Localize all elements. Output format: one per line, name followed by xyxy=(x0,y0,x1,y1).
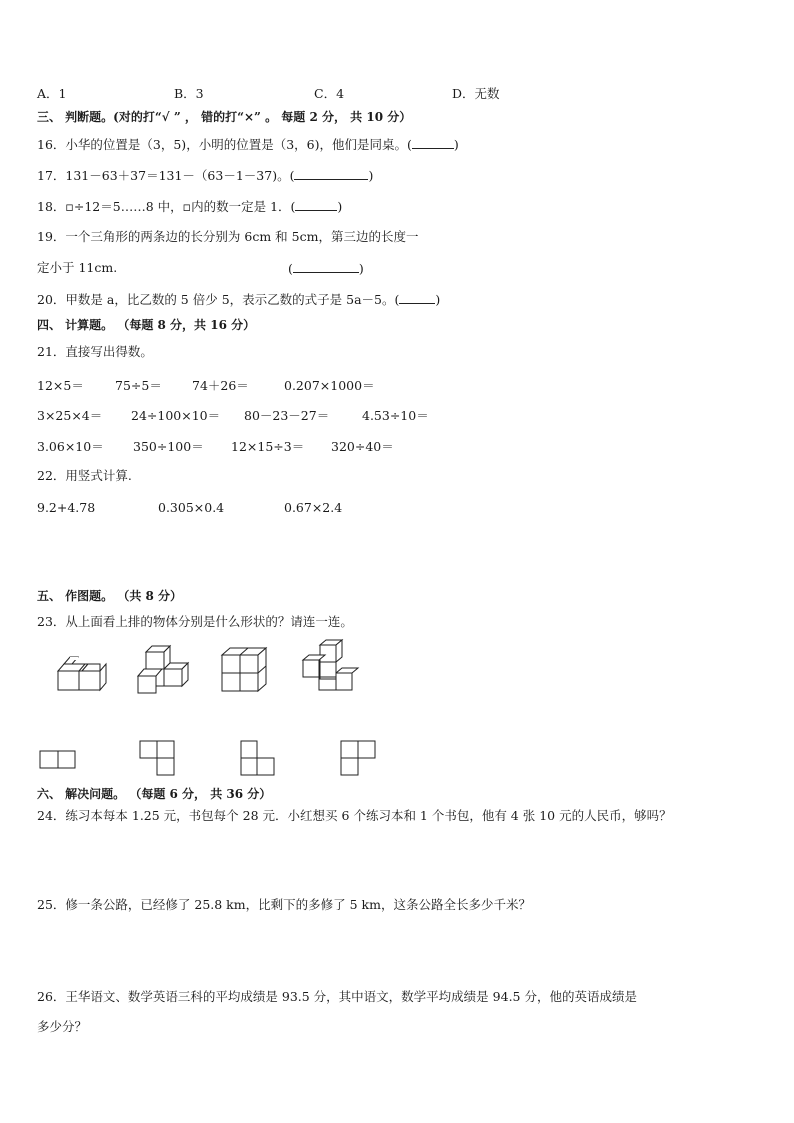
calc-item: 0.207×1000＝ xyxy=(284,378,375,393)
section3-title: 三、 判断题。(对的打“√ ” ， 错的打“×” 。 每题 2 分， 共 10 分） xyxy=(37,110,412,124)
question-19-line2: 定小于 11cm. xyxy=(37,260,118,275)
top-view-4[interactable] xyxy=(341,741,375,775)
section5-title: 五、 作图题。 （共 8 分） xyxy=(37,589,183,603)
q17-text: 17．131－63＋37＝131－（63－1－37)。( xyxy=(37,168,295,183)
q16-close: ) xyxy=(453,137,459,152)
calc-item: 74＋26＝ xyxy=(192,378,249,393)
top-view-2[interactable] xyxy=(140,741,174,775)
question-21: 21．直接写出得数。 xyxy=(37,344,153,359)
cube-figure-4[interactable] xyxy=(303,640,358,690)
q17-close: ) xyxy=(368,168,374,183)
option-c: C．4 xyxy=(314,86,345,101)
question-23: 23．从上面看上排的物体分别是什么形状的？请连一连。 xyxy=(37,614,353,629)
cube-figure-2[interactable] xyxy=(138,646,188,693)
q19-close: ) xyxy=(358,261,364,276)
cube-figure-3[interactable] xyxy=(222,648,266,691)
question-26-line1: 26．王华语文、数学英语三科的平均成绩是 93.5 分，其中语文，数学平均成绩是 94.5 分，他的英语成绩是 xyxy=(37,989,637,1004)
calc-item: 75÷5＝ xyxy=(115,378,162,393)
calc-item: 4.53÷10＝ xyxy=(362,408,429,423)
top-view-3[interactable] xyxy=(241,741,274,775)
option-b: B．3 xyxy=(174,86,204,101)
q19-open: ( xyxy=(288,261,293,276)
option-a: A．1 xyxy=(37,86,67,101)
q20-text: 20．甲数是 a，比乙数的 5 倍少 5，表示乙数的式子是 5a－5。( xyxy=(37,292,400,307)
calc-item: 320÷40＝ xyxy=(331,439,394,454)
option-d: D．无数 xyxy=(452,86,500,101)
question-22: 22．用竖式计算. xyxy=(37,468,132,483)
vertical-calc-item: 0.67×2.4 xyxy=(284,500,343,515)
q16-text: 16．小华的位置是（3，5)，小明的位置是（3，6)，他们是同桌。( xyxy=(37,137,412,152)
calc-item: 3.06×10＝ xyxy=(37,439,104,454)
cube-figure-1[interactable] xyxy=(58,657,106,690)
vertical-calc-item: 9.2+4.78 xyxy=(37,500,96,515)
calc-item: 12×5＝ xyxy=(37,378,84,393)
calc-item: 80－23－27＝ xyxy=(244,408,330,423)
question-25: 25．修一条公路，已经修了 25.8 km，比剩下的多修了 5 km，这条公路全长多少千米？ xyxy=(37,897,531,912)
calc-item: 350÷100＝ xyxy=(133,439,204,454)
q20-close: ) xyxy=(435,292,441,307)
question-19-line1: 19．一个三角形的两条边的长分别为 6cm 和 5cm，第三边的长度一 xyxy=(37,229,419,244)
q18-text: 18．▫÷12＝5……8 中，▫内的数一定是 1．( xyxy=(37,199,296,214)
top-view-1[interactable] xyxy=(40,751,75,768)
question-24: 24．练习本每本 1.25 元，书包每个 28 元．小红想买 6 个练习本和 1 个书包，他有 4 张 10 元的人民币，够吗？ xyxy=(37,808,672,823)
calc-item: 12×15÷3＝ xyxy=(231,439,305,454)
q18-close: ) xyxy=(337,199,343,214)
calc-item: 24÷100×10＝ xyxy=(131,408,221,423)
question-26-line2: 多少分？ xyxy=(37,1019,88,1034)
calc-item: 3×25×4＝ xyxy=(37,408,103,423)
section6-title: 六、 解决问题。 （每题 6 分， 共 36 分） xyxy=(37,787,272,801)
section4-title: 四、 计算题。 （每题 8 分，共 16 分） xyxy=(37,318,256,332)
vertical-calc-item: 0.305×0.4 xyxy=(158,500,225,515)
